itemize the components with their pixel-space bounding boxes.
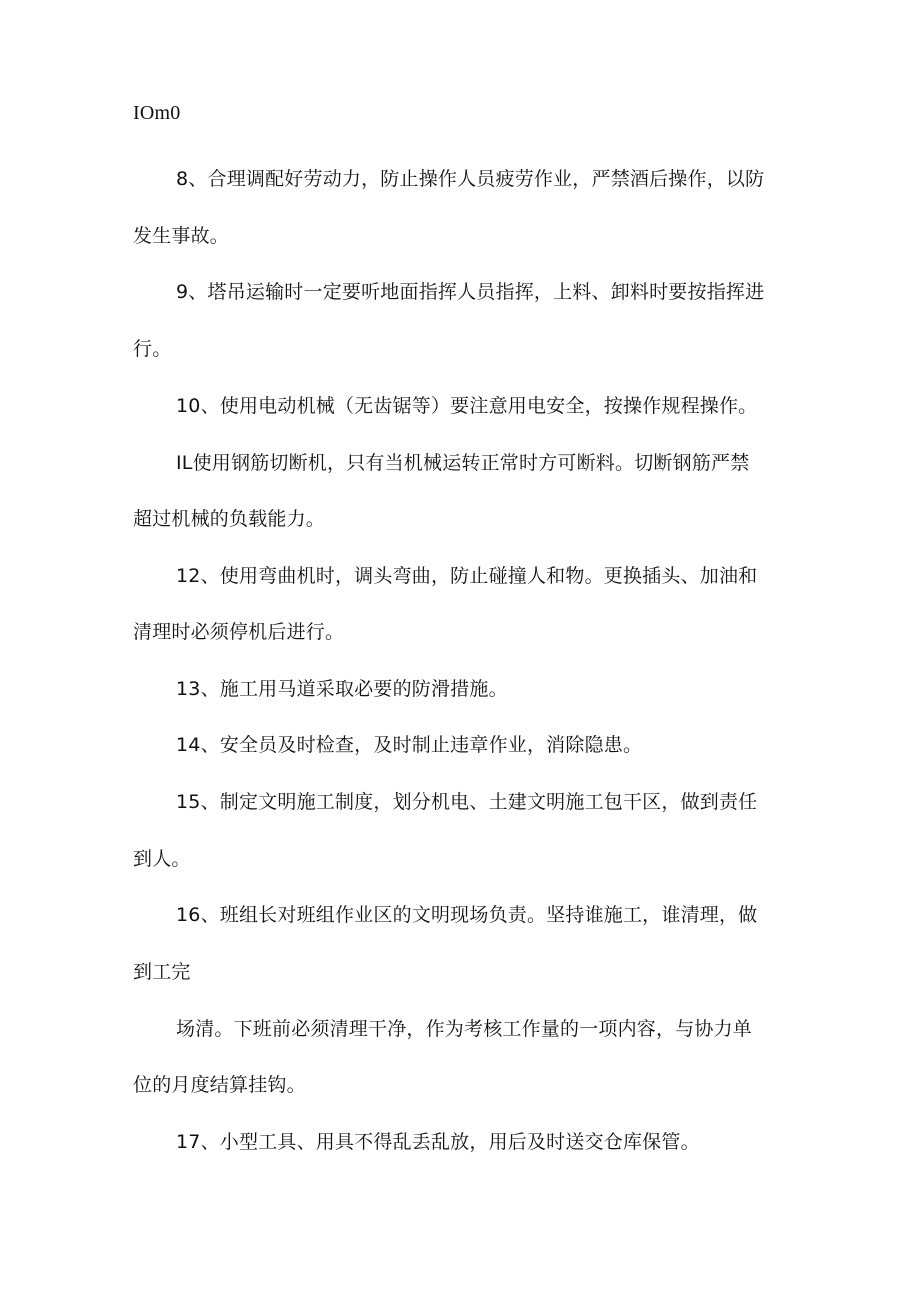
text-line: 到人。 [133,848,191,870]
text-line: 8、合理调配好劳动力，防止操作人员疲劳作业，严禁酒后操作，以防 [176,168,765,190]
text-line: 发生事故。 [133,225,230,247]
text-line: 场清。下班前必须清理干净，作为考核工作量的一项内容，与协力单 [176,1018,753,1040]
text-line: 行。 [133,338,172,360]
text-line: 13、施工用马道采取必要的防滑措施。 [176,678,508,700]
text-line: 17、小型工具、用具不得乱丢乱放，用后及时送交仓库保管。 [176,1131,700,1153]
text-line: 14、安全员及时检查，及时制止违章作业，消除隐患。 [176,734,643,756]
text-line: 到工完 [133,961,191,983]
text-line: 超过机械的负载能力。 [133,508,326,530]
text-line: 12、使用弯曲机时，调头弯曲，防止碰撞人和物。更换插头、加油和 [176,565,758,587]
text-line: IL使用钢筋切断机，只有当机械运转正常时方可断料。切断钢筋严禁 [176,452,750,474]
text-line: 15、制定文明施工制度，划分机电、土建文明施工包干区，做到责任 [176,791,758,813]
text-line: 16、班组长对班组作业区的文明现场负责。坚持谁施工，谁清理，做 [176,904,758,926]
text-line: 10、使用电动机械（无齿锯等）要注意用电安全，按操作规程操作。 [176,395,758,417]
text-line: IOm0 [133,102,181,124]
text-line: 位的月度结算挂钩。 [133,1074,306,1096]
text-line: 9、塔吊运输时一定要听地面指挥人员指挥，上料、卸料时要按指挥进 [176,281,765,303]
text-line: 清理时必须停机后进行。 [133,621,345,643]
